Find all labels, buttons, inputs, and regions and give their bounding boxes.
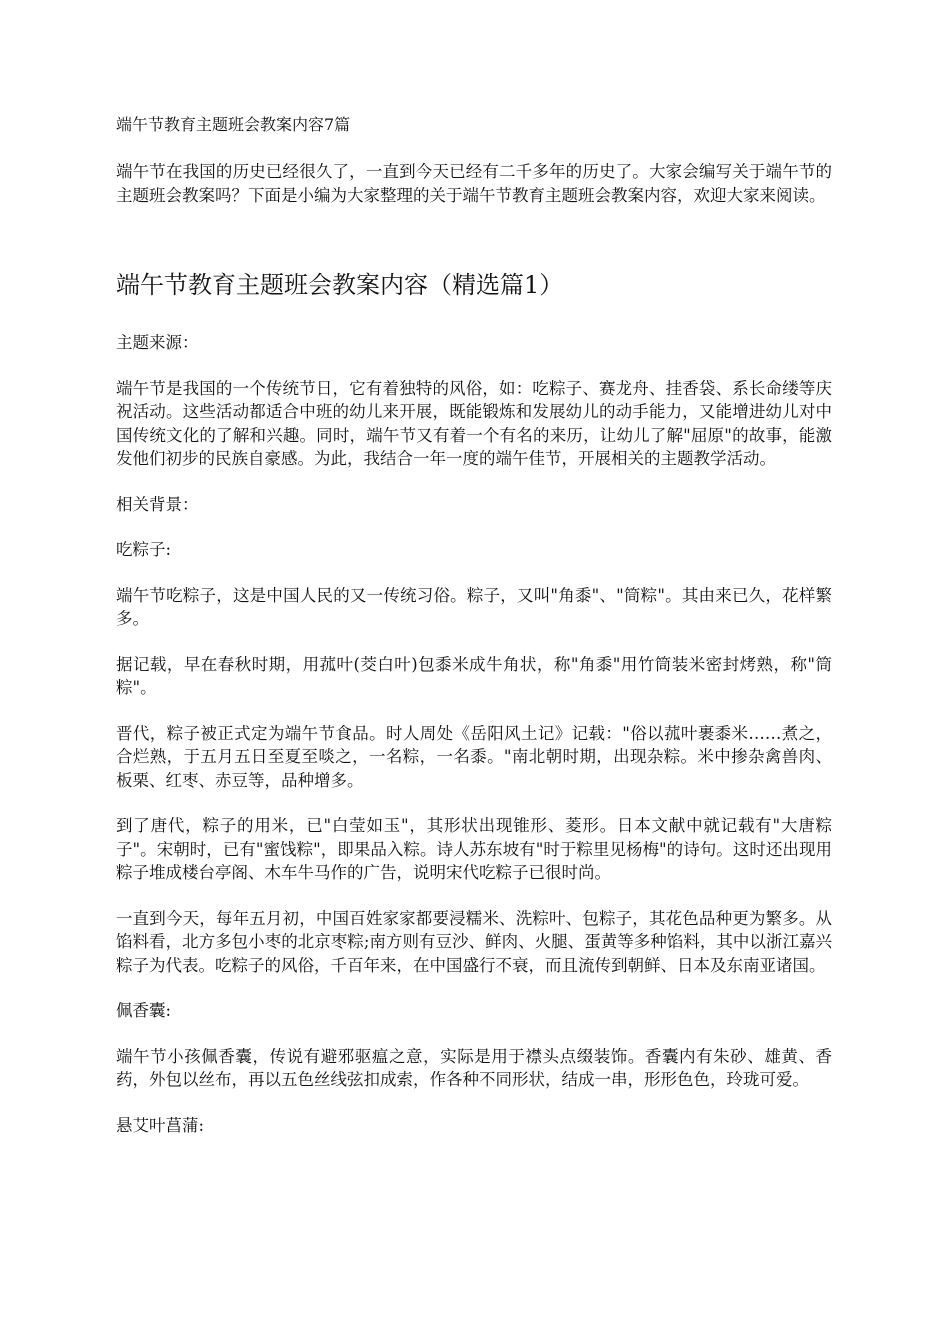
zongzi-paragraph-5: 一直到今天，每年五月初，中国百姓家家都要浸糯米、洗粽叶、包粽子，其花色品种更为繁多。从馅料看，北方多包小枣的北京枣粽;南方则有豆沙、鲜肉、火腿、蛋黄等多种馅料，其中以浙江嘉兴粽子为代表。吃粽子的风俗，千百年来，在中国盛行不衰，而且流传到朝鲜、日本及东南亚诸国。 — [116, 908, 832, 975]
document-page — [116, 112, 832, 1159]
sachet-label: 佩香囊: — [116, 1001, 172, 1020]
document-title: 端午节教育主题班会教案内容7篇 — [116, 115, 351, 134]
background-label: 相关背景： — [116, 494, 199, 514]
zongzi-paragraph-4: 到了唐代，粽子的用米，已"白莹如玉"，其形状出现锥形、菱形。日本文献中就记载有"大唐粽子"。宋朝时，已有"蜜饯粽"，即果品入粽。诗人苏东坡有"时于粽里见杨梅"的诗句。这时还出现用粽子堆成楼台亭阁、木车牛马作的广告，说明宋代吃粽子已很时尚。 — [116, 816, 832, 882]
zongzi-paragraph-2: 据记载，早在春秋时期，用菰叶(茭白叶)包黍米成牛角状，称"角黍"用竹筒装米密封烤熟，称"筒粽"。 — [116, 654, 832, 697]
zongzi-paragraph-1: 端午节吃粽子，这是中国人民的又一传统习俗。粽子，又叫"角黍"、"筒粽"。其由来已久，花样繁多。 — [116, 585, 832, 628]
zongzi-paragraph-3: 晋代，粽子被正式定为端午节食品。时人周处《岳阳风土记》记载："俗以菰叶裹黍米……煮之，合烂熟，于五月五日至夏至啖之，一名粽，一名黍。"南北朝时期，出现杂粽。米中掺杂禽兽肉、板栗、红枣、赤豆等，品种增多。 — [116, 723, 832, 790]
theme-source-label: 主题来源： — [116, 333, 199, 352]
intro-paragraph: 端午节在我国的历史已经很久了，一直到今天已经有二千多年的历史了。大家会编写关于端午节的主题班会教案吗？下面是小编为大家整理的关于端午节教育主题班会教案内容，欢迎大家来阅读。 — [116, 162, 832, 205]
zongzi-label: 吃粽子: — [116, 540, 172, 559]
section-heading: 端午节教育主题班会教案内容（精选篇1） — [116, 271, 564, 299]
theme-source-paragraph: 端午节是我国的一个传统节日，它有着独特的风俗，如：吃粽子、赛龙舟、挂香袋、系长命缕等庆祝活动。这些活动都适合中班的幼儿来开展，既能锻炼和发展幼儿的动手能力，又能增进幼儿对中国传统文化的了解和兴趣。同时，端午节又有着一个有名的来历，让幼儿了解"屈原"的故事，能激发他们初步的民族自豪感。为此，我结合一年一度的端午佳节，开展相关的主题教学活动。 — [116, 378, 832, 468]
mugwort-label: 悬艾叶菖蒲: — [116, 1115, 205, 1135]
sachet-paragraph: 端午节小孩佩香囊，传说有避邪驱瘟之意，实际是用于襟头点缀装饰。香囊内有朱砂、雄黄、香药，外包以丝布，再以五色丝线弦扣成索，作各种不同形状，结成一串，形形色色，玲珑可爱。 — [116, 1046, 832, 1089]
